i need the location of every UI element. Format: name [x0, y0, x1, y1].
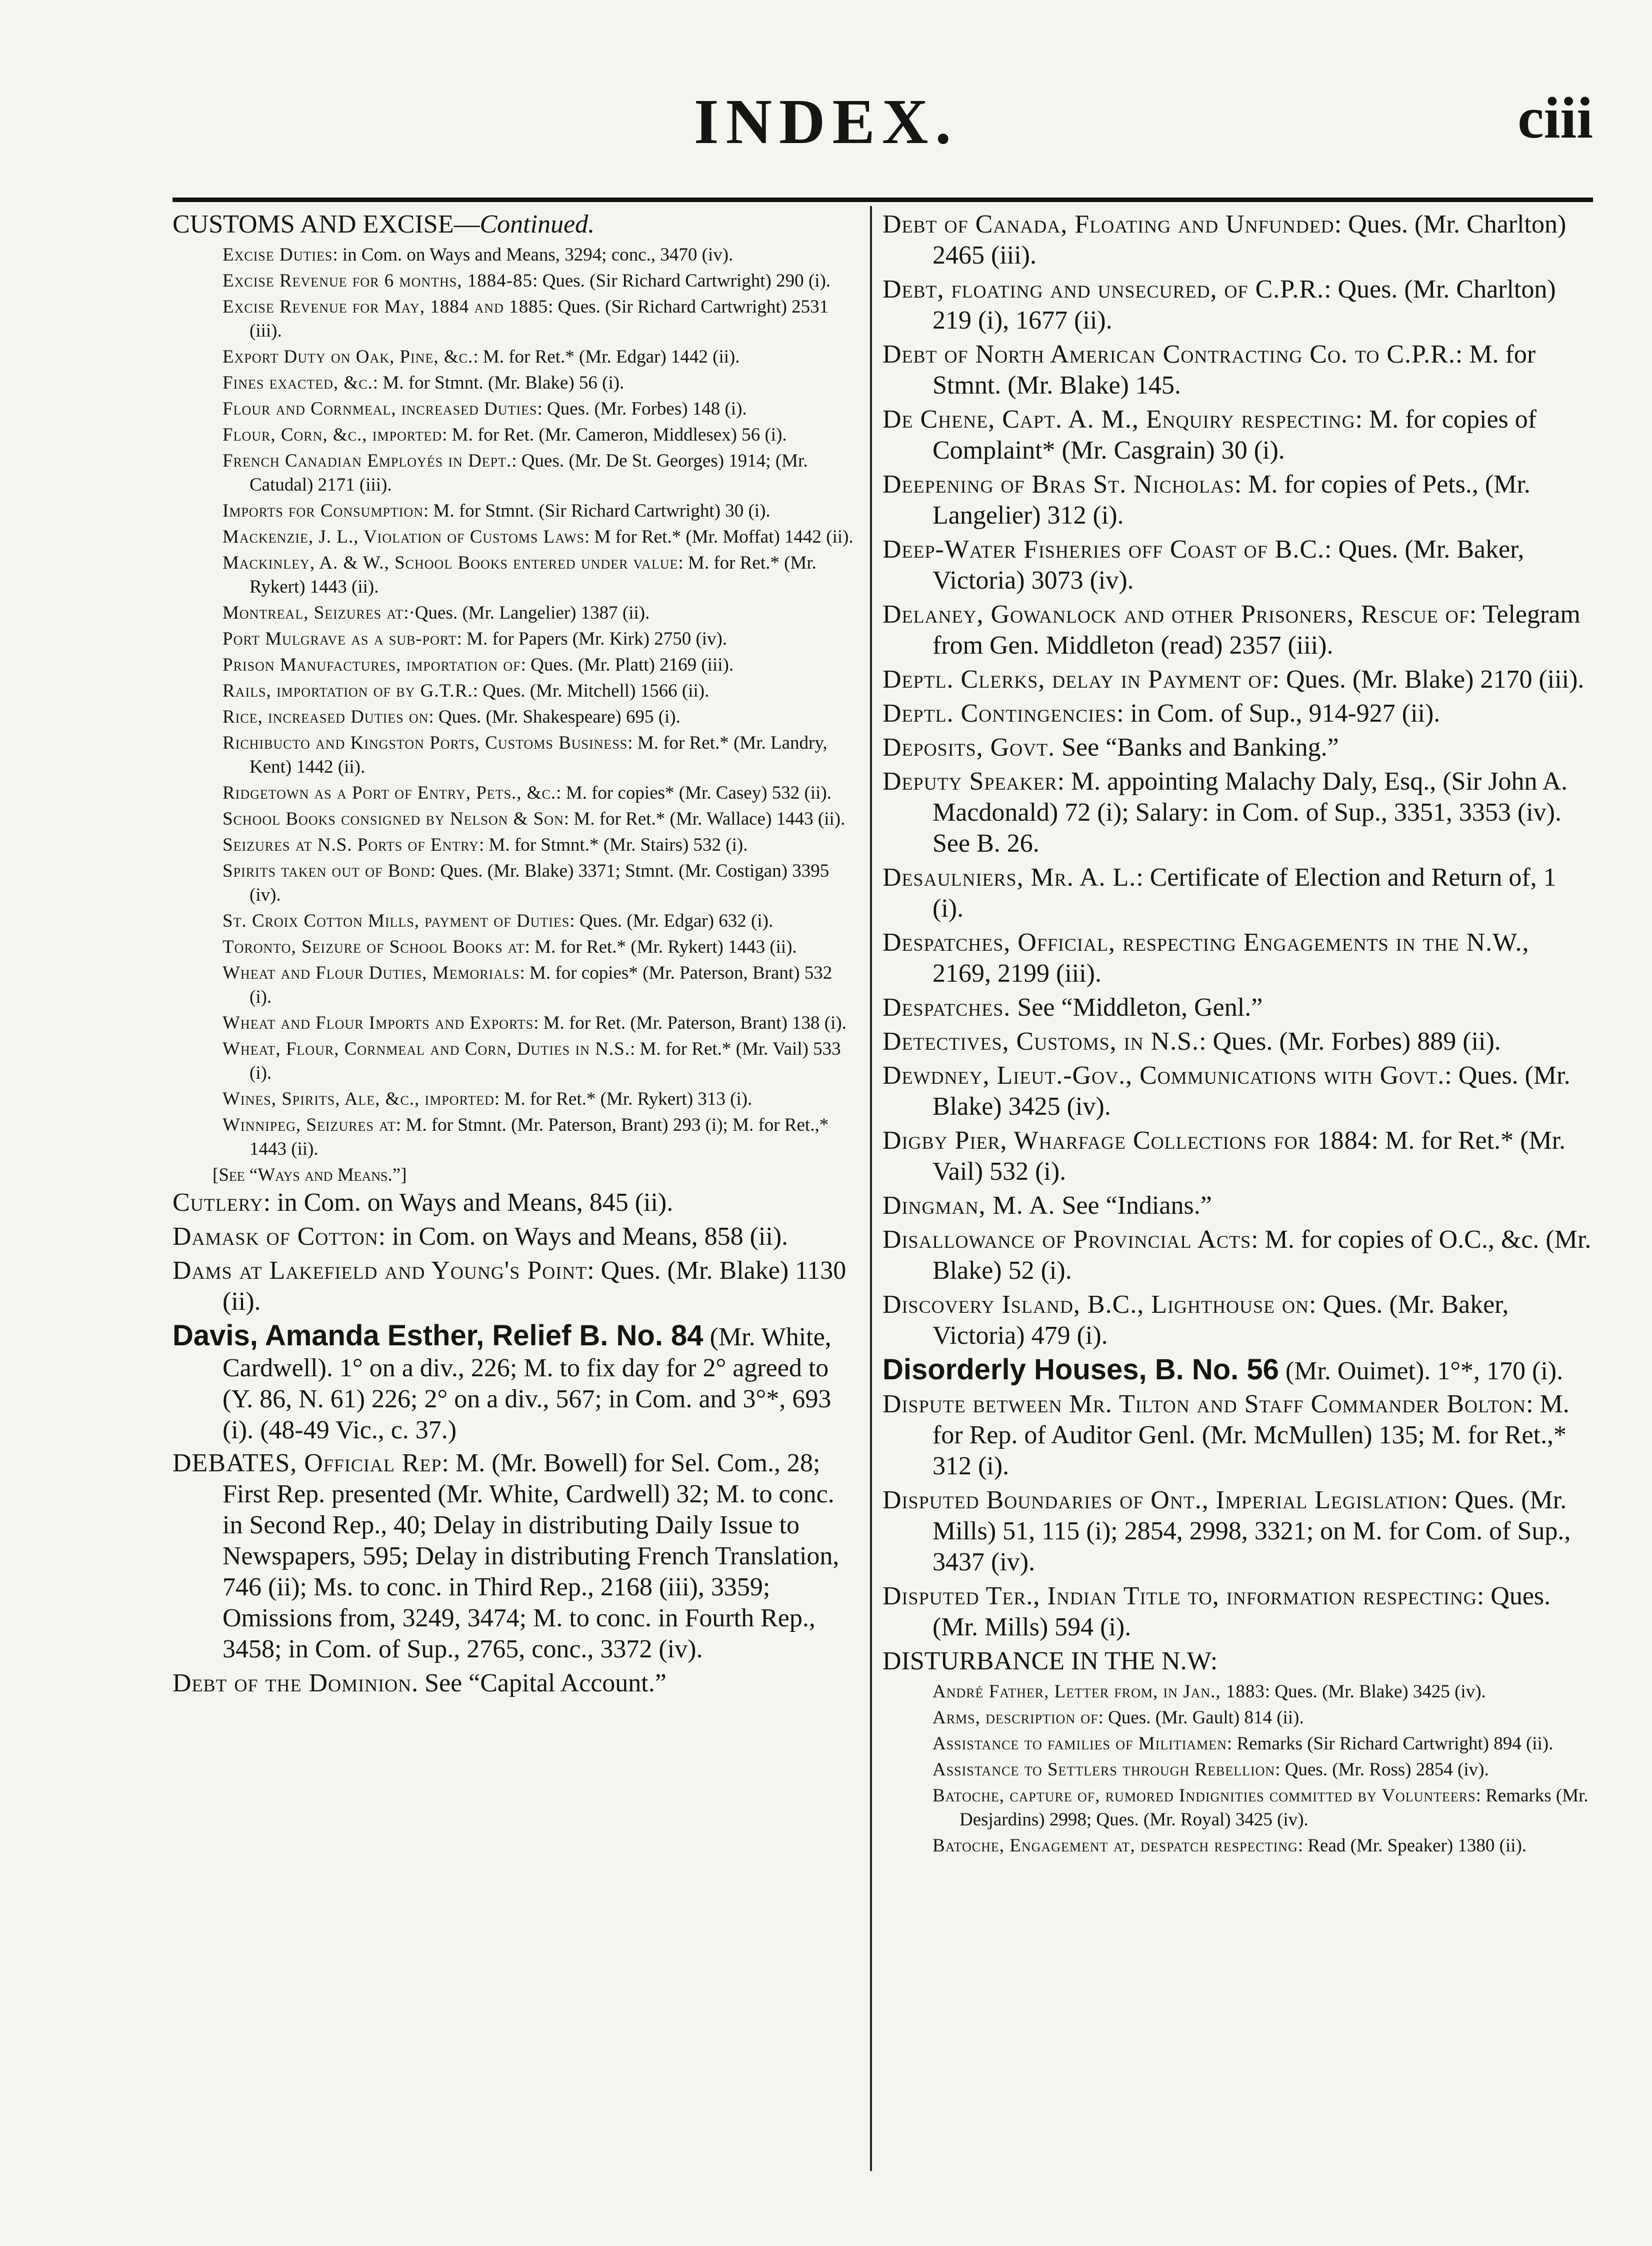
entry-heading: Deposits, Govt.	[882, 733, 1056, 762]
entry-references: : Ques. (Mr. Charlton) 2465 (iii).	[932, 210, 1566, 270]
entry-heading: Port Mulgrave as a sub-port	[222, 629, 457, 649]
entry-heading: Winnipeg, Seizures at	[222, 1115, 396, 1135]
entry-references: : in Com. on Ways and Means, 858 (ii).	[378, 1222, 788, 1251]
entry-heading: Ridgetown as a Port of Entry, Pets., &c.	[222, 783, 556, 803]
entry-heading: Wheat, Flour, Cornmeal and Corn, Duties in N.S.	[222, 1039, 630, 1059]
entry-heading: Richibucto and Kingston Ports, Customs Business	[222, 733, 628, 753]
entry-references: See “Banks and Banking.”	[1055, 733, 1339, 762]
entry-references: : M. for copies* (Mr. Casey) 532 (ii).	[556, 783, 832, 803]
index-entry	[172, 1255, 858, 1317]
index-entry	[882, 1125, 1592, 1187]
entry-heading: Despatches, Official, respecting Engagements in the N.W.	[882, 928, 1522, 957]
entry-heading: Rails, importation of by G.T.R.	[222, 681, 473, 701]
index-entry	[222, 909, 858, 933]
index-entry	[882, 599, 1592, 661]
index-entry	[222, 243, 858, 267]
entry-heading: Damask of Cotton	[172, 1222, 378, 1251]
entry-references: : M. for Ret. (Mr. Paterson, Brant) 138 (i).	[534, 1013, 846, 1033]
index-entry	[222, 859, 858, 907]
entry-heading: Imports for Consumption	[222, 501, 424, 521]
header-rule	[172, 198, 1593, 202]
index-entry	[932, 1834, 1592, 1858]
index-entry	[222, 679, 858, 703]
entry-references: : Ques. (Mr. Charlton) 219 (i), 1677 (ii).	[932, 275, 1556, 335]
entry-heading: Toronto, Seizure of School Books at	[222, 937, 525, 957]
entry-references: : M. for Ret. (Mr. Cameron, Middlesex) 56 (i).	[442, 425, 787, 445]
entry-heading: Dams at Lakefield and Young's Point	[172, 1256, 588, 1285]
bill-details: (Mr. Ouimet). 1°*, 170 (i).	[1278, 1357, 1564, 1385]
index-entry	[882, 862, 1592, 924]
entry-heading: Delaney, Gowanlock and other Prisoners, Rescue of	[882, 600, 1470, 629]
entry-heading: Excise Revenue for May, 1884 and 1885	[222, 297, 548, 317]
index-entry	[882, 698, 1592, 729]
index-entry	[222, 935, 858, 959]
index-entry	[932, 1784, 1592, 1832]
index-entry	[222, 345, 858, 369]
entry-references: : M. for Stmnt. (Sir Richard Cartwright) 30 (i).	[424, 501, 770, 521]
index-entry	[882, 1026, 1592, 1057]
entry-heading: Dispute between Mr. Tilton and Staff Commander Bolton	[882, 1390, 1526, 1418]
index-entry	[222, 499, 858, 523]
entry-heading: Seizures at N.S. Ports of Entry	[222, 835, 479, 855]
index-entry	[882, 1389, 1592, 1482]
index-entry	[222, 1087, 858, 1111]
entry-references: : Ques. (Mr. Platt) 2169 (iii).	[520, 655, 734, 675]
entry-heading: Rice, increased Duties on	[222, 707, 429, 727]
index-entry	[222, 705, 858, 729]
entry-references: : M. for Stmnt. (Mr. Blake) 145.	[932, 340, 1536, 400]
entry-references: : M. for Ret.* (Mr. Vail) 533 (i).	[250, 1039, 841, 1083]
entry-heading: Deputy Speaker	[882, 767, 1058, 796]
index-entry	[882, 1581, 1592, 1643]
entry-references: : Remarks (Sir Richard Cartwright) 894 (ii).	[1226, 1733, 1554, 1754]
entry-heading: Discovery Island, B.C., Lighthouse on	[882, 1290, 1310, 1319]
index-entry	[222, 551, 858, 599]
index-entry	[222, 525, 858, 549]
index-entry	[222, 731, 858, 779]
entry-references: :·Ques. (Mr. Langelier) 1387 (ii).	[404, 603, 650, 623]
entry-references: : M. for Ret.* (Mr. Landry, Kent) 1442 (ii).	[250, 733, 828, 777]
entry-heading: Debt of Canada, Floating and Unfunded	[882, 210, 1334, 239]
index-entry	[172, 1668, 858, 1699]
index-entry	[172, 1187, 858, 1218]
bill-title: Davis, Amanda Esther, Relief B. No. 84	[172, 1319, 704, 1352]
section-heading-customs	[172, 209, 858, 240]
entry-references: , 2169, 2199 (iii).	[932, 928, 1529, 988]
page-number: ciii	[1518, 85, 1593, 151]
entry-heading: DEBATES, Official Rep	[172, 1449, 442, 1477]
index-entry	[222, 807, 858, 831]
index-entry	[882, 664, 1592, 695]
index-entry	[222, 423, 858, 447]
section-continued: Continued.	[480, 210, 595, 239]
index-entry	[222, 601, 858, 625]
index-entry	[172, 1221, 858, 1252]
entry-references: : Ques. (Mr. Forbes) 148 (i).	[537, 399, 747, 419]
entry-references: : M. for Stmnt. (Mr. Paterson, Brant) 293 (i); M. for Ret.,* 1443 (ii).	[250, 1115, 829, 1159]
entry-references: : in Com. of Sup., 914-927 (ii).	[1116, 699, 1440, 728]
customs-sub-entries	[172, 243, 858, 1161]
entry-references: : Ques. (Mr. Blake) 3425 (iv).	[932, 1061, 1570, 1121]
entry-heading: Flour, Corn, &c., imported	[222, 425, 442, 445]
entry-references: : Ques. (Mr. Mitchell) 1566 (ii).	[472, 681, 710, 701]
entry-heading: Mackenzie, J. L., Violation of Customs Laws	[222, 527, 584, 547]
bill-title: Disorderly Houses, B. No. 56	[882, 1353, 1279, 1386]
entry-heading: Deptl. Contingencies	[882, 699, 1117, 728]
entry-heading: Export Duty on Oak, Pine, &c.	[222, 347, 474, 367]
entry-heading: Dingman, M. A.	[882, 1191, 1056, 1220]
entry-references: : M. for copies* (Mr. Paterson, Brant) 532 (i).	[250, 963, 832, 1007]
entry-references: : M. for Ret.* (Mr. Rykert) 1443 (ii).	[524, 937, 797, 957]
entry-heading: Prison Manufactures, importation of	[222, 655, 521, 675]
right-entries-b	[882, 1389, 1592, 1643]
entry-heading: Flour and Cornmeal, increased Duties	[222, 399, 538, 419]
index-entry	[882, 732, 1592, 763]
left-column	[172, 209, 858, 1702]
entry-heading: Excise Revenue for 6 months, 1884-85	[222, 271, 533, 291]
index-entry	[882, 1224, 1592, 1286]
entry-heading: Excise Duties	[222, 245, 333, 265]
index-entry	[882, 274, 1592, 336]
entry-references: : Ques. (Mr. Shakespeare) 695 (i).	[428, 707, 680, 727]
entry-references: : Ques. (Sir Richard Cartwright) 2531 (iii).	[250, 297, 829, 341]
entry-references: : Ques. (Mr. Mills) 51, 115 (i); 2854, 2998, 3321; on M. for Com. of Sup., 3437 (iv).	[932, 1486, 1571, 1576]
index-entry	[222, 1037, 858, 1085]
index-entry	[932, 1732, 1592, 1756]
entry-heading: Montreal, Seizures at	[222, 603, 404, 623]
entry-references: : Ques. (Mr. De St. Georges) 1914; (Mr. Catudal) 2171 (iii).	[250, 451, 808, 495]
index-entry	[882, 339, 1592, 401]
index-entry	[882, 1289, 1592, 1351]
entry-references: : Ques. (Mr. Ross) 2854 (iv).	[1275, 1759, 1489, 1780]
entry-heading: Digby Pier, Wharfage Collections for 1884	[882, 1126, 1372, 1155]
entry-references: : M. (Mr. Bowell) for Sel. Com., 28; First Rep. presented (Mr. White, Cardwell) 32; M. to conc. in Second Rep., 40; Delay in distributing Daily Issue to Newspapers, 595; Delay in distributing French Translation, 746 (ii); Ms. to conc. in Third Rep., 2168 (iii), 3359; Omissions from, 3249, 3474; M. to conc. in Fourth Rep., 3458; in Com. of Sup., 2765, conc., 3372 (iv).	[222, 1449, 840, 1663]
entry-heading: St. Croix Cotton Mills, payment of Duties	[222, 911, 570, 931]
entry-heading: Dewdney, Lieut.-Gov., Communications with Govt.	[882, 1061, 1445, 1090]
bill-details: (Mr. White, Cardwell). 1° on a div., 226; M. to fix day for 2° agreed to (Y. 86, N. 61) 226; 2° on a div., 567; in Com. and 3°*, 693 (i). (48-49 Vic., c. 37.)	[222, 1323, 832, 1444]
entry-heading: Disputed Ter., Indian Title to, information respecting	[882, 1582, 1477, 1610]
entry-references: : M. for copies of Complaint* (Mr. Casgrain) 30 (i).	[932, 405, 1537, 465]
entry-references: : Remarks (Mr. Desjardins) 2998; Ques. (Mr. Royal) 3425 (iv).	[960, 1785, 1588, 1830]
entry-references: : M. for copies of Pets., (Mr. Langelier) 312 (i).	[932, 470, 1530, 530]
entry-heading: Fines exacted, &c.	[222, 373, 373, 393]
entry-references: : M. for Papers (Mr. Kirk) 2750 (iv).	[456, 629, 728, 649]
entry-references: : M. appointing Malachy Daly, Esq., (Sir John A. Macdonald) 72 (i); Salary: in Com. of Sup., 3351, 3353 (iv). See B. 26.	[932, 767, 1568, 858]
entry-references: : M. for Ret.* (Mr. Vail) 532 (i).	[932, 1126, 1566, 1186]
index-entry	[222, 295, 858, 343]
index-entry	[222, 781, 858, 805]
entry-heading: French Canadian Employés in Dept.	[222, 451, 512, 471]
index-entry	[222, 371, 858, 395]
index-entry	[932, 1758, 1592, 1782]
index-entry	[932, 1706, 1592, 1730]
entry-references: : in Com. on Ways and Means, 3294; conc., 3470 (iv).	[332, 245, 734, 265]
entry-heading: Batoche, capture of, rumored Indignities committed by Volunteers	[932, 1785, 1476, 1806]
entry-heading: Assistance to Settlers through Rebellion	[932, 1759, 1276, 1780]
section-title: DISTURBANCE IN THE N.W:	[882, 1647, 1218, 1675]
entry-references: : M. for Stmnt.* (Mr. Stairs) 532 (i).	[478, 835, 748, 855]
entry-heading: School Books consigned by Nelson & Son	[222, 809, 564, 829]
index-entry	[222, 449, 858, 497]
right-entries-a	[882, 209, 1592, 1351]
entry-references: : Ques. (Mr. Blake) 1130 (ii).	[222, 1256, 846, 1316]
index-entry	[222, 397, 858, 421]
index-entry	[222, 1113, 858, 1161]
entry-references: : M. for Ret.* (Mr. Edgar) 1442 (ii).	[473, 347, 740, 367]
entry-heading: Despatches.	[882, 993, 1011, 1022]
entry-heading: Disputed Boundaries of Ont., Imperial Legislation	[882, 1486, 1441, 1514]
index-entry	[882, 1060, 1592, 1122]
entry-references: : Ques. (Mr. Blake) 3371; Stmnt. (Mr. Costigan) 3395 (iv).	[250, 861, 830, 905]
entry-references: : Read (Mr. Speaker) 1380 (ii).	[1298, 1835, 1527, 1856]
entry-references: See “Middleton, Genl.”	[1010, 993, 1263, 1022]
index-entry	[222, 269, 858, 293]
entry-heading: Debt of the Dominion	[172, 1669, 412, 1697]
entry-references: : Ques. (Mr. Baker, Victoria) 479 (i).	[932, 1290, 1509, 1350]
index-entry	[882, 404, 1592, 466]
entry-heading: Desaulniers, Mr. A. L.	[882, 863, 1136, 892]
entry-references: : Ques. (Mr. Gault) 814 (ii).	[1098, 1707, 1304, 1728]
entry-heading: Batoche, Engagement at, despatch respecting	[932, 1835, 1298, 1856]
section-title: CUSTOMS AND EXCISE—	[172, 210, 480, 239]
entry-references: : Ques. (Mr. Edgar) 632 (i).	[570, 911, 774, 931]
index-entry	[882, 209, 1592, 271]
entry-heading: Cutlery	[172, 1188, 264, 1217]
entry-heading: Deep-Water Fisheries off Coast of B.C.	[882, 535, 1324, 564]
page-title: INDEX.	[694, 86, 958, 157]
index-entry	[882, 1485, 1592, 1578]
see-also-note: [See “Ways and Means.”]	[212, 1165, 407, 1185]
left-tail-entries	[172, 1448, 858, 1699]
index-entry	[882, 469, 1592, 531]
entry-references: : M. for Stmnt. (Mr. Blake) 56 (i).	[372, 373, 624, 393]
section-heading-disturbance	[882, 1646, 1592, 1677]
bill-entry-disorderly-houses	[882, 1354, 1592, 1387]
entry-heading: Detectives, Customs, in N.S.	[882, 1027, 1200, 1056]
entry-heading: Wheat and Flour Imports and Exports	[222, 1013, 534, 1033]
bill-entry-davis	[172, 1320, 858, 1446]
index-entry	[932, 1680, 1592, 1704]
entry-references: : Ques. (Mr. Mills) 594 (i).	[932, 1582, 1551, 1641]
entry-heading: Wheat and Flour Duties, Memorials	[222, 963, 520, 983]
entry-references: . See “Capital Account.”	[412, 1669, 666, 1697]
index-entry	[882, 766, 1592, 859]
index-entry	[222, 627, 858, 651]
entry-heading: Mackinley, A. & W., School Books entered under value	[222, 553, 678, 573]
index-entry	[222, 833, 858, 857]
index-entry	[222, 653, 858, 677]
index-entry	[222, 961, 858, 1009]
index-entry	[882, 1190, 1592, 1221]
index-entry	[882, 927, 1592, 989]
index-entry	[882, 992, 1592, 1023]
right-column	[882, 209, 1592, 1860]
entry-heading: Deepening of Bras St. Nicholas	[882, 470, 1234, 499]
entry-references: : Certificate of Election and Return of, 1 (i).	[932, 863, 1556, 923]
disturbance-sub-entries	[882, 1680, 1592, 1858]
entry-heading: Assistance to families of Militiamen	[932, 1733, 1227, 1754]
entry-heading: André Father, Letter from, in Jan., 1883	[932, 1681, 1265, 1702]
entry-references: : M. for Ret.* (Mr. Rykert) 313 (i).	[494, 1089, 752, 1109]
entry-heading: Deptl. Clerks, delay in Payment of	[882, 665, 1272, 694]
entry-references: : M for Ret.* (Mr. Moffat) 1442 (ii).	[584, 527, 854, 547]
entry-references: : M. for Ret.* (Mr. Wallace) 1443 (ii).	[564, 809, 846, 829]
entry-references: : Ques. (Mr. Blake) 3425 (iv).	[1264, 1681, 1486, 1702]
entry-references: : Ques. (Mr. Baker, Victoria) 3073 (iv).	[932, 535, 1524, 595]
entry-references: : M. for copies of O.C., &c. (Mr. Blake) 52 (i).	[932, 1225, 1592, 1285]
index-entry	[222, 1011, 858, 1035]
entry-heading: Arms, description of	[932, 1707, 1098, 1728]
entry-heading: Disallowance of Provincial Acts	[882, 1225, 1252, 1254]
entry-references: : M. for Rep. of Auditor Genl. (Mr. McMullen) 135; M. for Ret.,* 312 (i).	[932, 1390, 1570, 1480]
entry-references: : Telegram from Gen. Middleton (read) 2357 (iii).	[932, 600, 1580, 660]
index-entry	[172, 1448, 858, 1665]
entry-references: : Ques. (Mr. Blake) 2170 (iii).	[1272, 665, 1584, 694]
entry-references: : in Com. on Ways and Means, 845 (ii).	[263, 1188, 674, 1217]
entry-heading: De Chene, Capt. A. M., Enquiry respecting	[882, 405, 1356, 434]
index-entry	[882, 534, 1592, 596]
entry-heading: Debt, floating and unsecured, of C.P.R.	[882, 275, 1324, 304]
entry-heading: Wines, Spirits, Ale, &c., imported	[222, 1089, 494, 1109]
entry-references: : Ques. (Sir Richard Cartwright) 290 (i).	[532, 271, 831, 291]
entry-heading: Spirits taken out of Bond	[222, 861, 430, 881]
entry-heading: Debt of North American Contracting Co. to C.P.R.	[882, 340, 1456, 369]
entry-references: : Ques. (Mr. Forbes) 889 (ii).	[1199, 1027, 1501, 1056]
column-divider	[870, 206, 872, 2171]
entry-references: : M. for Ret.* (Mr. Rykert) 1443 (ii).	[250, 553, 816, 597]
left-main-entries	[172, 1187, 858, 1317]
entry-references: See “Indians.”	[1055, 1191, 1212, 1220]
